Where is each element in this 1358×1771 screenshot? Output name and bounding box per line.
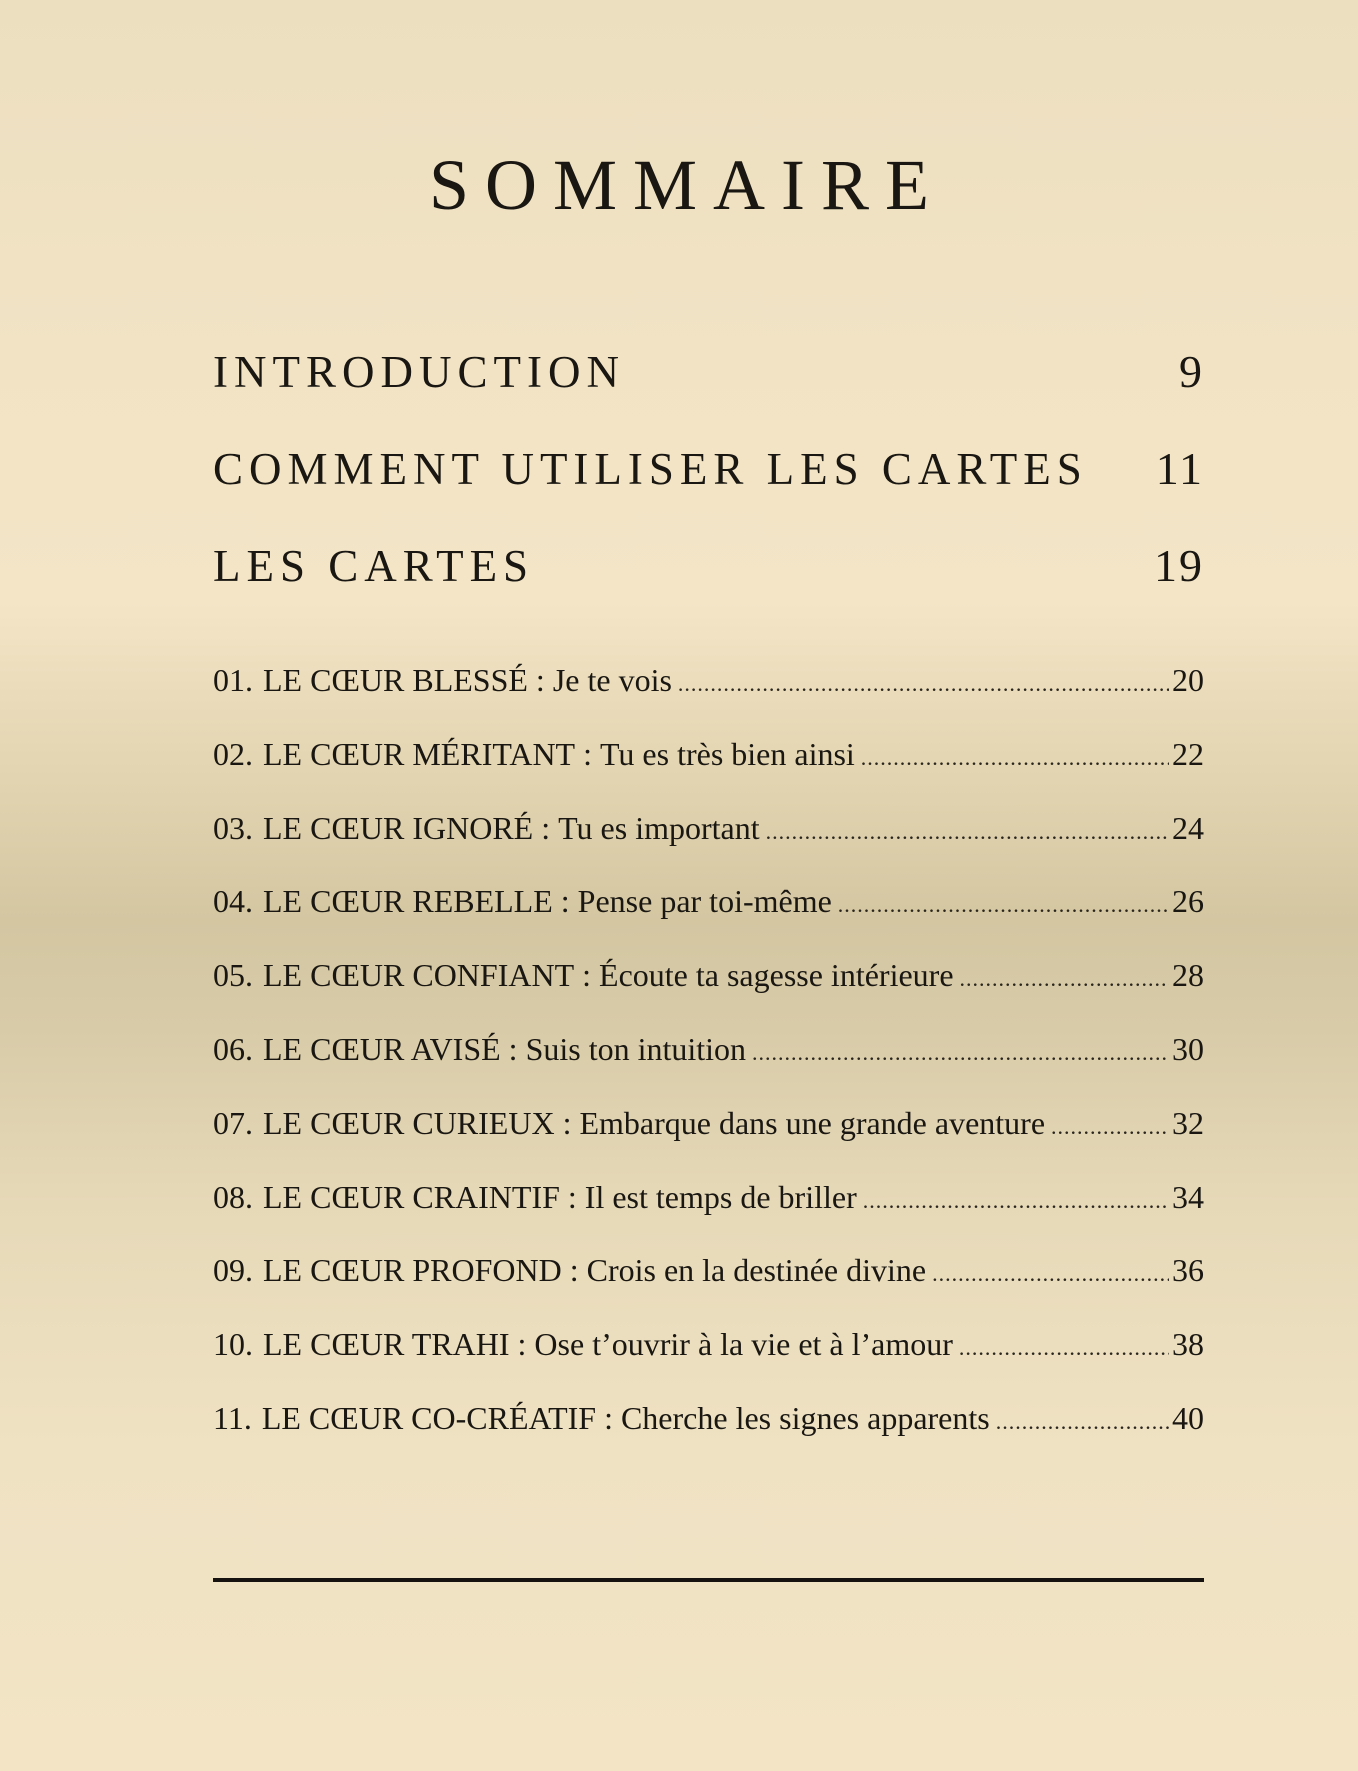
entry-name: LE CŒUR AVISÉ <box>263 1030 501 1067</box>
entry-name: LE CŒUR PROFOND <box>263 1252 562 1289</box>
section-label: COMMENT UTILISER LES CARTES <box>213 444 1088 494</box>
entry-subtitle: Ose t’ouvrir à la vie et à l’amour <box>534 1326 953 1363</box>
entry-subtitle: Il est temps de briller <box>584 1178 857 1215</box>
toc-entry[interactable] <box>213 1105 1204 1179</box>
entry-page-number: 26 <box>1172 883 1204 920</box>
entry-number: 08. <box>213 1178 253 1215</box>
entry-number: 01. <box>213 662 253 698</box>
entry-separator: : <box>575 735 600 772</box>
entry-page-number: 30 <box>1172 1030 1204 1067</box>
card-entries-list <box>213 662 1204 1474</box>
entry-name: LE CŒUR REBELLE <box>263 883 553 920</box>
toc-entry[interactable] <box>213 662 1204 736</box>
bottom-divider <box>213 1578 1204 1582</box>
entry-separator: : <box>561 1252 587 1289</box>
entry-separator: : <box>527 662 553 698</box>
leader-dots <box>1051 1114 1169 1140</box>
entry-name: LE CŒUR IGNORÉ <box>263 809 534 846</box>
toc-section-introduction[interactable] <box>213 345 1204 442</box>
entry-subtitle: Tu es très bien ainsi <box>599 735 855 772</box>
entry-number: 07. <box>213 1104 253 1141</box>
entry-page-number: 38 <box>1172 1326 1204 1363</box>
entry-name: LE CŒUR CURIEUX <box>263 1104 555 1141</box>
entry-name: LE CŒUR BLESSÉ <box>263 662 528 698</box>
leader-dots <box>959 1335 1169 1361</box>
entry-number: 10. <box>213 1326 253 1363</box>
entry-subtitle: Pense par toi-même <box>577 883 832 920</box>
entry-name: LE CŒUR CRAINTIF <box>263 1178 560 1215</box>
leader-dots <box>863 1188 1169 1214</box>
section-page-number: 11 <box>1155 443 1204 494</box>
entry-separator: : <box>559 1178 585 1215</box>
entry-number: 09. <box>213 1252 253 1289</box>
section-page-number: 9 <box>1179 346 1204 397</box>
entry-name: LE CŒUR MÉRITANT <box>263 735 576 772</box>
leader-dots <box>678 671 1169 697</box>
entry-separator: : <box>574 957 600 994</box>
toc-entry[interactable] <box>213 736 1204 810</box>
entry-page-number: 40 <box>1172 1399 1204 1436</box>
entry-subtitle: Embarque dans une grande aventure <box>579 1104 1046 1141</box>
entry-page-number: 32 <box>1172 1104 1204 1141</box>
toc-entry[interactable] <box>213 1031 1204 1105</box>
section-page-number: 19 <box>1154 540 1204 591</box>
leader-dots <box>960 966 1169 992</box>
toc-entry[interactable] <box>213 1179 1204 1253</box>
entry-number: 11. <box>213 1399 252 1436</box>
entry-number: 05. <box>213 957 253 994</box>
entry-subtitle: Suis ton intuition <box>525 1030 747 1067</box>
entry-page-number: 22 <box>1172 735 1204 772</box>
section-label: LES CARTES <box>213 541 535 591</box>
toc-entry[interactable] <box>213 883 1204 957</box>
entry-number: 06. <box>213 1030 253 1067</box>
entry-subtitle: Cherche les signes apparents <box>620 1399 990 1436</box>
entry-subtitle: Écoute ta sagesse intérieure <box>599 957 954 994</box>
toc-entry[interactable] <box>213 1326 1204 1400</box>
table-of-contents <box>213 345 1204 1474</box>
toc-section-comment-utiliser[interactable] <box>213 442 1204 539</box>
entry-name: LE CŒUR CO-CRÉATIF <box>261 1399 597 1436</box>
toc-entry[interactable] <box>213 1400 1204 1474</box>
leader-dots <box>861 745 1169 771</box>
entry-page-number: 28 <box>1172 957 1204 994</box>
entry-separator: : <box>552 883 578 920</box>
entry-separator: : <box>554 1104 580 1141</box>
entry-number: 04. <box>213 883 253 920</box>
entry-separator: : <box>500 1030 526 1067</box>
entry-subtitle: Crois en la destinée divine <box>586 1252 927 1289</box>
toc-entry[interactable] <box>213 1252 1204 1326</box>
entry-page-number: 24 <box>1172 809 1204 846</box>
section-label: INTRODUCTION <box>213 347 625 397</box>
toc-entry[interactable] <box>213 810 1204 884</box>
entry-name: LE CŒUR TRAHI <box>263 1326 510 1363</box>
entry-name: LE CŒUR CONFIANT <box>263 957 575 994</box>
entry-separator: : <box>509 1326 535 1363</box>
page-title: SOMMAIRE <box>428 145 946 225</box>
entry-separator: : <box>596 1399 621 1436</box>
entry-subtitle: Tu es important <box>558 809 760 846</box>
leader-dots <box>996 1409 1169 1435</box>
toc-entry[interactable] <box>213 957 1204 1031</box>
entry-page-number: 20 <box>1172 662 1204 698</box>
leader-dots <box>766 819 1169 845</box>
leader-dots <box>932 1261 1169 1287</box>
entry-subtitle: Je te vois <box>552 662 672 698</box>
entry-page-number: 36 <box>1172 1252 1204 1289</box>
entry-number: 03. <box>213 809 253 846</box>
leader-dots <box>838 892 1169 918</box>
leader-dots <box>752 1040 1169 1066</box>
toc-section-les-cartes[interactable] <box>213 539 1204 636</box>
entry-number: 02. <box>213 735 253 772</box>
entry-page-number: 34 <box>1172 1178 1204 1215</box>
entry-separator: : <box>533 809 559 846</box>
